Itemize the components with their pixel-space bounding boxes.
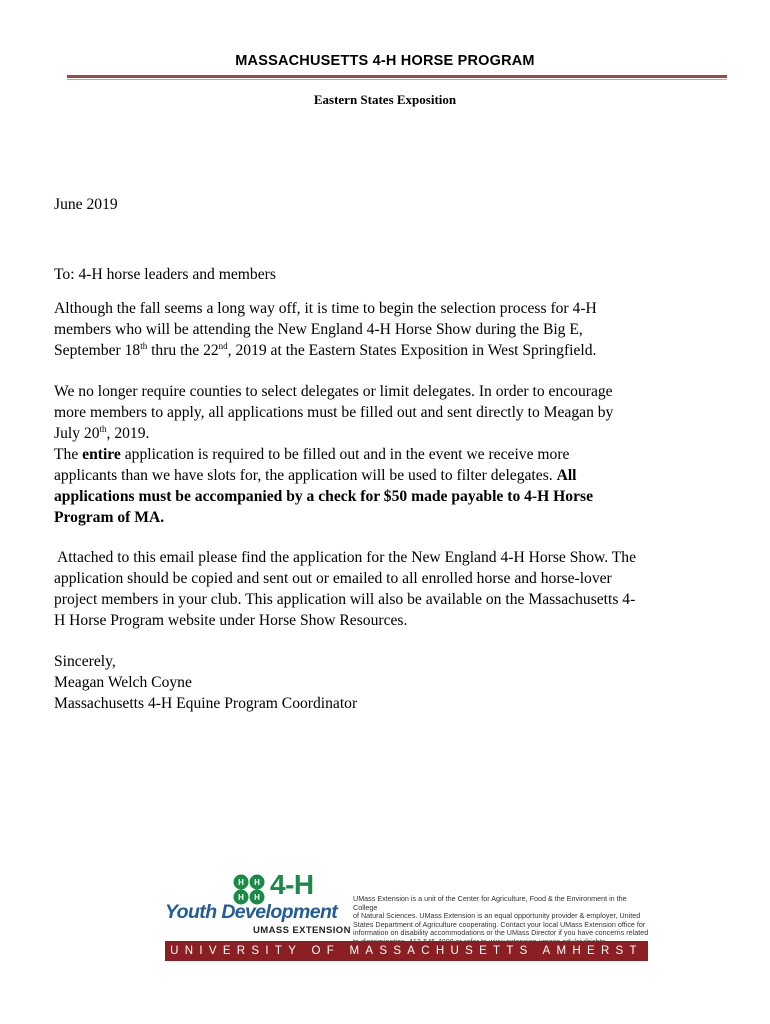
svg-text:H: H	[254, 878, 260, 887]
deadline-text: July 20	[54, 425, 100, 442]
extension-disclaimer	[353, 895, 653, 947]
svg-text:H: H	[238, 878, 244, 887]
svg-text:H: H	[238, 893, 244, 902]
intro-line-2: members who will be attending the New England 4-H Horse Show during the Big E,	[54, 321, 583, 338]
rules-line-5	[54, 465, 724, 486]
ordinal-suffix: nd	[218, 341, 228, 351]
attachment-line-2: application should be copied and sent out or emailed to all enrolled horse and horse-lover	[54, 570, 612, 587]
four-h-wordmark: 4-H	[270, 869, 314, 900]
date-end-text: thru the 22	[147, 342, 219, 359]
disclaimer-line: States Department of Agriculture cooperating. Contact your local UMass Extension office for	[353, 919, 646, 929]
letter-date	[54, 194, 724, 215]
emphasis-payment: All	[556, 467, 577, 484]
emphasis-entire: entire	[82, 446, 121, 463]
date-text: June 2019	[54, 196, 118, 213]
ordinal-suffix: th	[140, 341, 148, 351]
rules-line-1: We no longer require counties to select delegates or limit delegates. In order to encourage	[54, 383, 613, 400]
letterhead-title: MASSACHUSETTS 4-H HORSE PROGRAM	[235, 53, 535, 69]
attachment-line-1: Attached to this email please find the application for the New England 4-H Horse Show. The	[54, 549, 637, 566]
paragraph-intro	[54, 298, 724, 361]
university-banner: UNIVERSITY OF MASSACHUSETTS AMHERST	[165, 941, 648, 961]
rules-line-4	[54, 444, 724, 465]
deadline-year: , 2019.	[106, 425, 150, 442]
intro-line-3	[54, 340, 724, 361]
location-text: , 2019 at the Eastern States Exposition in West Springfield.	[227, 342, 597, 359]
emphasis-payment: Program of MA.	[54, 509, 165, 526]
text-run: The	[54, 446, 83, 463]
letterhead-rule	[67, 75, 727, 78]
svg-text:H: H	[254, 893, 260, 902]
signature-block	[54, 651, 724, 714]
umass-4h-footer-logo	[165, 868, 648, 963]
ordinal-suffix: th	[99, 424, 107, 434]
paragraph-application-rules	[54, 381, 724, 528]
disclaimer-line: information on disability accommodations or the UMass Director if you have concerns related	[353, 928, 649, 938]
rules-line-2: more members to apply, all applications must be filled out and sent directly to Meagan by	[54, 404, 614, 421]
closing-text: Sincerely,	[54, 653, 116, 670]
signer-role: Massachusetts 4-H Equine Program Coordinator	[54, 695, 358, 712]
disclaimer-line: UMass Extension is a unit of the Center for Agriculture, Food & the Environment in the College	[353, 894, 627, 912]
umass-extension-label: UMASS EXTENSION	[253, 925, 351, 936]
signer-name: Meagan Welch Coyne	[54, 674, 192, 691]
letter-recipient	[54, 264, 724, 285]
rules-line-6	[54, 486, 724, 507]
rules-line-3	[54, 423, 724, 444]
youth-development-wordmark: Youth Development	[165, 901, 338, 923]
attachment-line-3: project members in your club. This application will also be available on the Massachusetts 4-	[54, 591, 636, 608]
letterhead-rule-thin	[67, 79, 727, 80]
emphasis-payment: applications must be accompanied by a check for $50 made payable to 4-H Horse	[54, 488, 593, 505]
text-run: application is required to be filled out and in the event we receive more	[120, 446, 570, 463]
intro-line-1: Although the fall seems a long way off, it is time to begin the selection process for 4-H	[54, 300, 597, 317]
text-run: applicants than we have slots for, the application will be used to filter delegates.	[54, 467, 557, 484]
rules-line-7	[54, 507, 724, 528]
recipient-text: To: 4-H horse leaders and members	[54, 266, 276, 283]
date-start-text: September 18	[54, 342, 141, 359]
attachment-line-4: H Horse Program website under Horse Show Resources.	[54, 612, 408, 629]
paragraph-attachment	[54, 547, 724, 631]
letterhead-subtitle: Eastern States Exposition	[313, 92, 457, 107]
disclaimer-line: of Natural Sciences. UMass Extension is an equal opportunity provider & employer, United	[353, 911, 641, 921]
